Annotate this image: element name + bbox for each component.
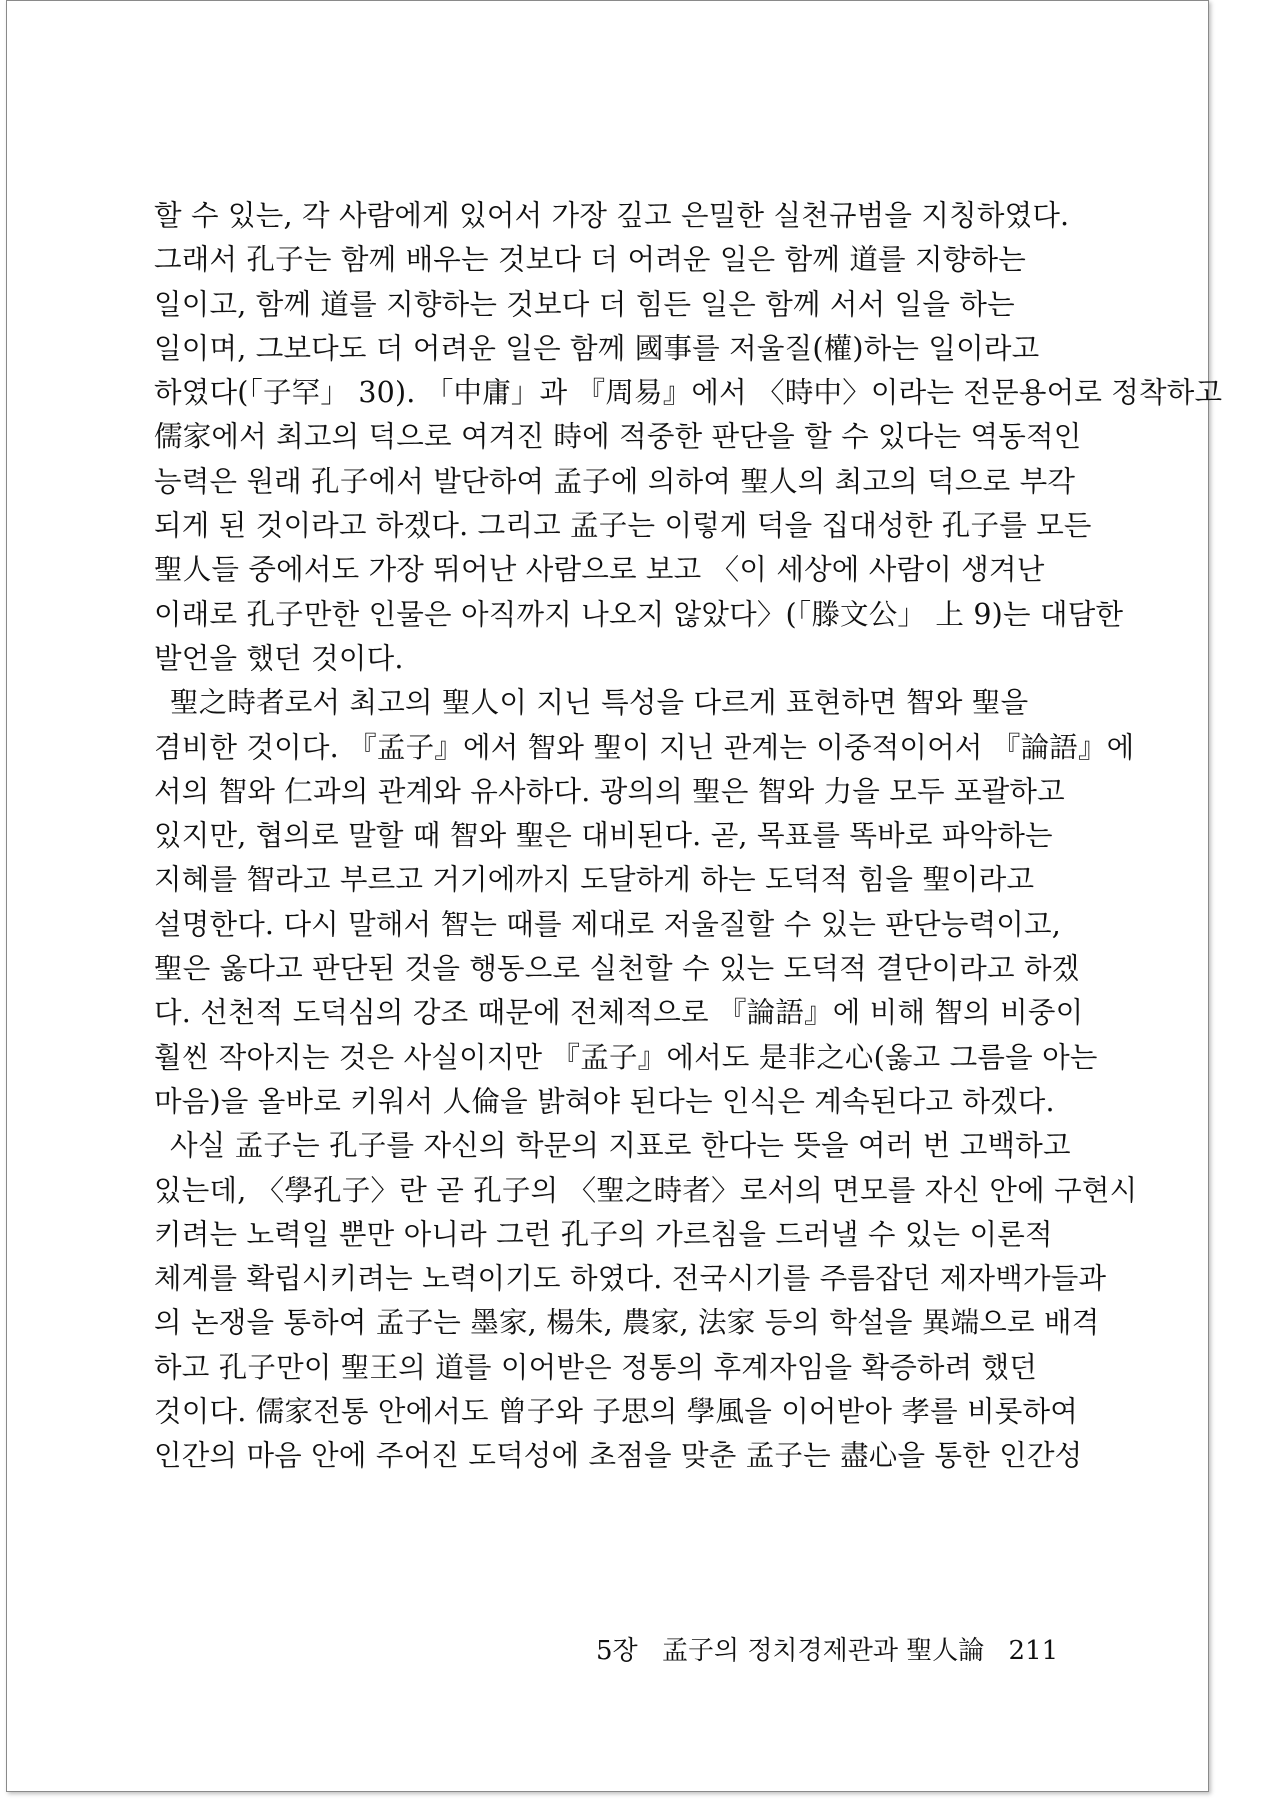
text-line: 지혜를 智라고 부르고 거기에까지 도달하게 하는 도덕적 힘을 聖이라고 [154,863,1035,897]
page-footer [596,1630,1059,1667]
text-line: 능력은 원래 孔子에서 발단하여 孟子에 의하여 聖人의 최고의 덕으로 부각 [154,464,1076,498]
text-line: 겸비한 것이다. 『孟子』에서 智와 聖이 지닌 관계는 이중적이어서 『論語』에 [154,730,1135,764]
text-line: 儒家에서 최고의 덕으로 여겨진 時에 적중한 판단을 할 수 있다는 역동적인 [154,420,1082,454]
footer-chapter: 5장 [596,1636,638,1666]
footer-title: 孟子의 정치경제관과 聖人論 [661,1636,985,1666]
text-line: 聖은 옳다고 판단된 것을 행동으로 실천할 수 있는 도덕적 결단이라고 하겠 [154,952,1080,986]
text-line: 하고 孔子만이 聖王의 道를 이어받은 정통의 후계자임을 확증하려 했던 [154,1350,1038,1384]
text-line: 체계를 확립시키려는 노력이기도 하였다. 전국시기를 주름잡던 제자백가들과 [154,1262,1107,1296]
text-line: 다. 선천적 도덕심의 강조 때문에 전체적으로 『論語』에 비해 智의 비중이 [154,996,1084,1030]
text-line: 의 논쟁을 통하여 孟子는 墨家, 楊朱, 農家, 法家 등의 학설을 異端으로 배격 [154,1306,1100,1340]
text-line: 서의 智와 仁과의 관계와 유사하다. 광의의 聖은 智와 力을 모두 포괄하고 [154,774,1065,808]
page-edge-stack [1190,0,1284,1806]
text-line: 것이다. 儒家전통 안에서도 曾子와 子思의 學風을 이어받아 孝를 비롯하여 [154,1395,1078,1429]
text-line: 키려는 노력일 뿐만 아니라 그런 孔子의 가르침을 드러낼 수 있는 이론적 [154,1217,1053,1251]
body-text [154,194,1223,1479]
text-line: 있는데, 〈學孔子〉란 곧 孔子의 〈聖之時者〉로서의 면모를 자신 안에 구현시 [154,1173,1138,1207]
text-line: 발언을 했던 것이다. [154,641,404,675]
text-line: 聖人들 중에서도 가장 뛰어난 사람으로 보고 〈이 세상에 사람이 생겨난 [154,553,1045,587]
text-line: 훨씬 작아지는 것은 사실이지만 『孟子』에서도 是非之心(옳고 그름을 아는 [154,1040,1098,1074]
text-line: 마음)을 올바로 키워서 人倫을 밝혀야 된다는 인식은 계속된다고 하겠다. [154,1084,1055,1118]
page-number: 211 [1008,1636,1059,1666]
text-line: 이래로 孔子만한 인물은 아직까지 나오지 않았다〉(「滕文公」 上 9)는 대담한 [154,597,1124,631]
text-line: 그래서 孔子는 함께 배우는 것보다 더 어려운 일은 함께 道를 지향하는 [154,243,1026,277]
text-line: 하였다(「子罕」 30). 「中庸」과 『周易』에서 〈時中〉이라는 전문용어로 정착하고 [154,376,1223,410]
text-line: 일이며, 그보다도 더 어려운 일은 함께 國事를 저울질(權)하는 일이라고 [154,331,1040,365]
text-line: 있지만, 협의로 말할 때 智와 聖은 대비된다. 곧, 목표를 똑바로 파악하는 [154,819,1053,853]
text-line: 사실 孟子는 孔子를 자신의 학문의 지표로 한다는 뜻을 여러 번 고백하고 [170,1129,1071,1163]
text-line: 일이고, 함께 道를 지향하는 것보다 더 힘든 일은 함께 서서 일을 하는 [154,287,1015,321]
text-line: 되게 된 것이라고 하겠다. 그리고 孟子는 이렇게 덕을 집대성한 孔子를 모든 [154,509,1092,543]
text-line: 聖之時者로서 최고의 聖人이 지닌 특성을 다르게 표현하면 智와 聖을 [170,686,1029,720]
text-line: 할 수 있는, 각 사람에게 있어서 가장 깊고 은밀한 실천규범을 지칭하였다. [154,199,1070,232]
text-line: 인간의 마음 안에 주어진 도덕성에 초점을 맞춘 孟子는 盡心을 통한 인간성 [154,1439,1083,1473]
text-line: 설명한다. 다시 말해서 智는 때를 제대로 저울질할 수 있는 판단능력이고, [154,907,1062,941]
